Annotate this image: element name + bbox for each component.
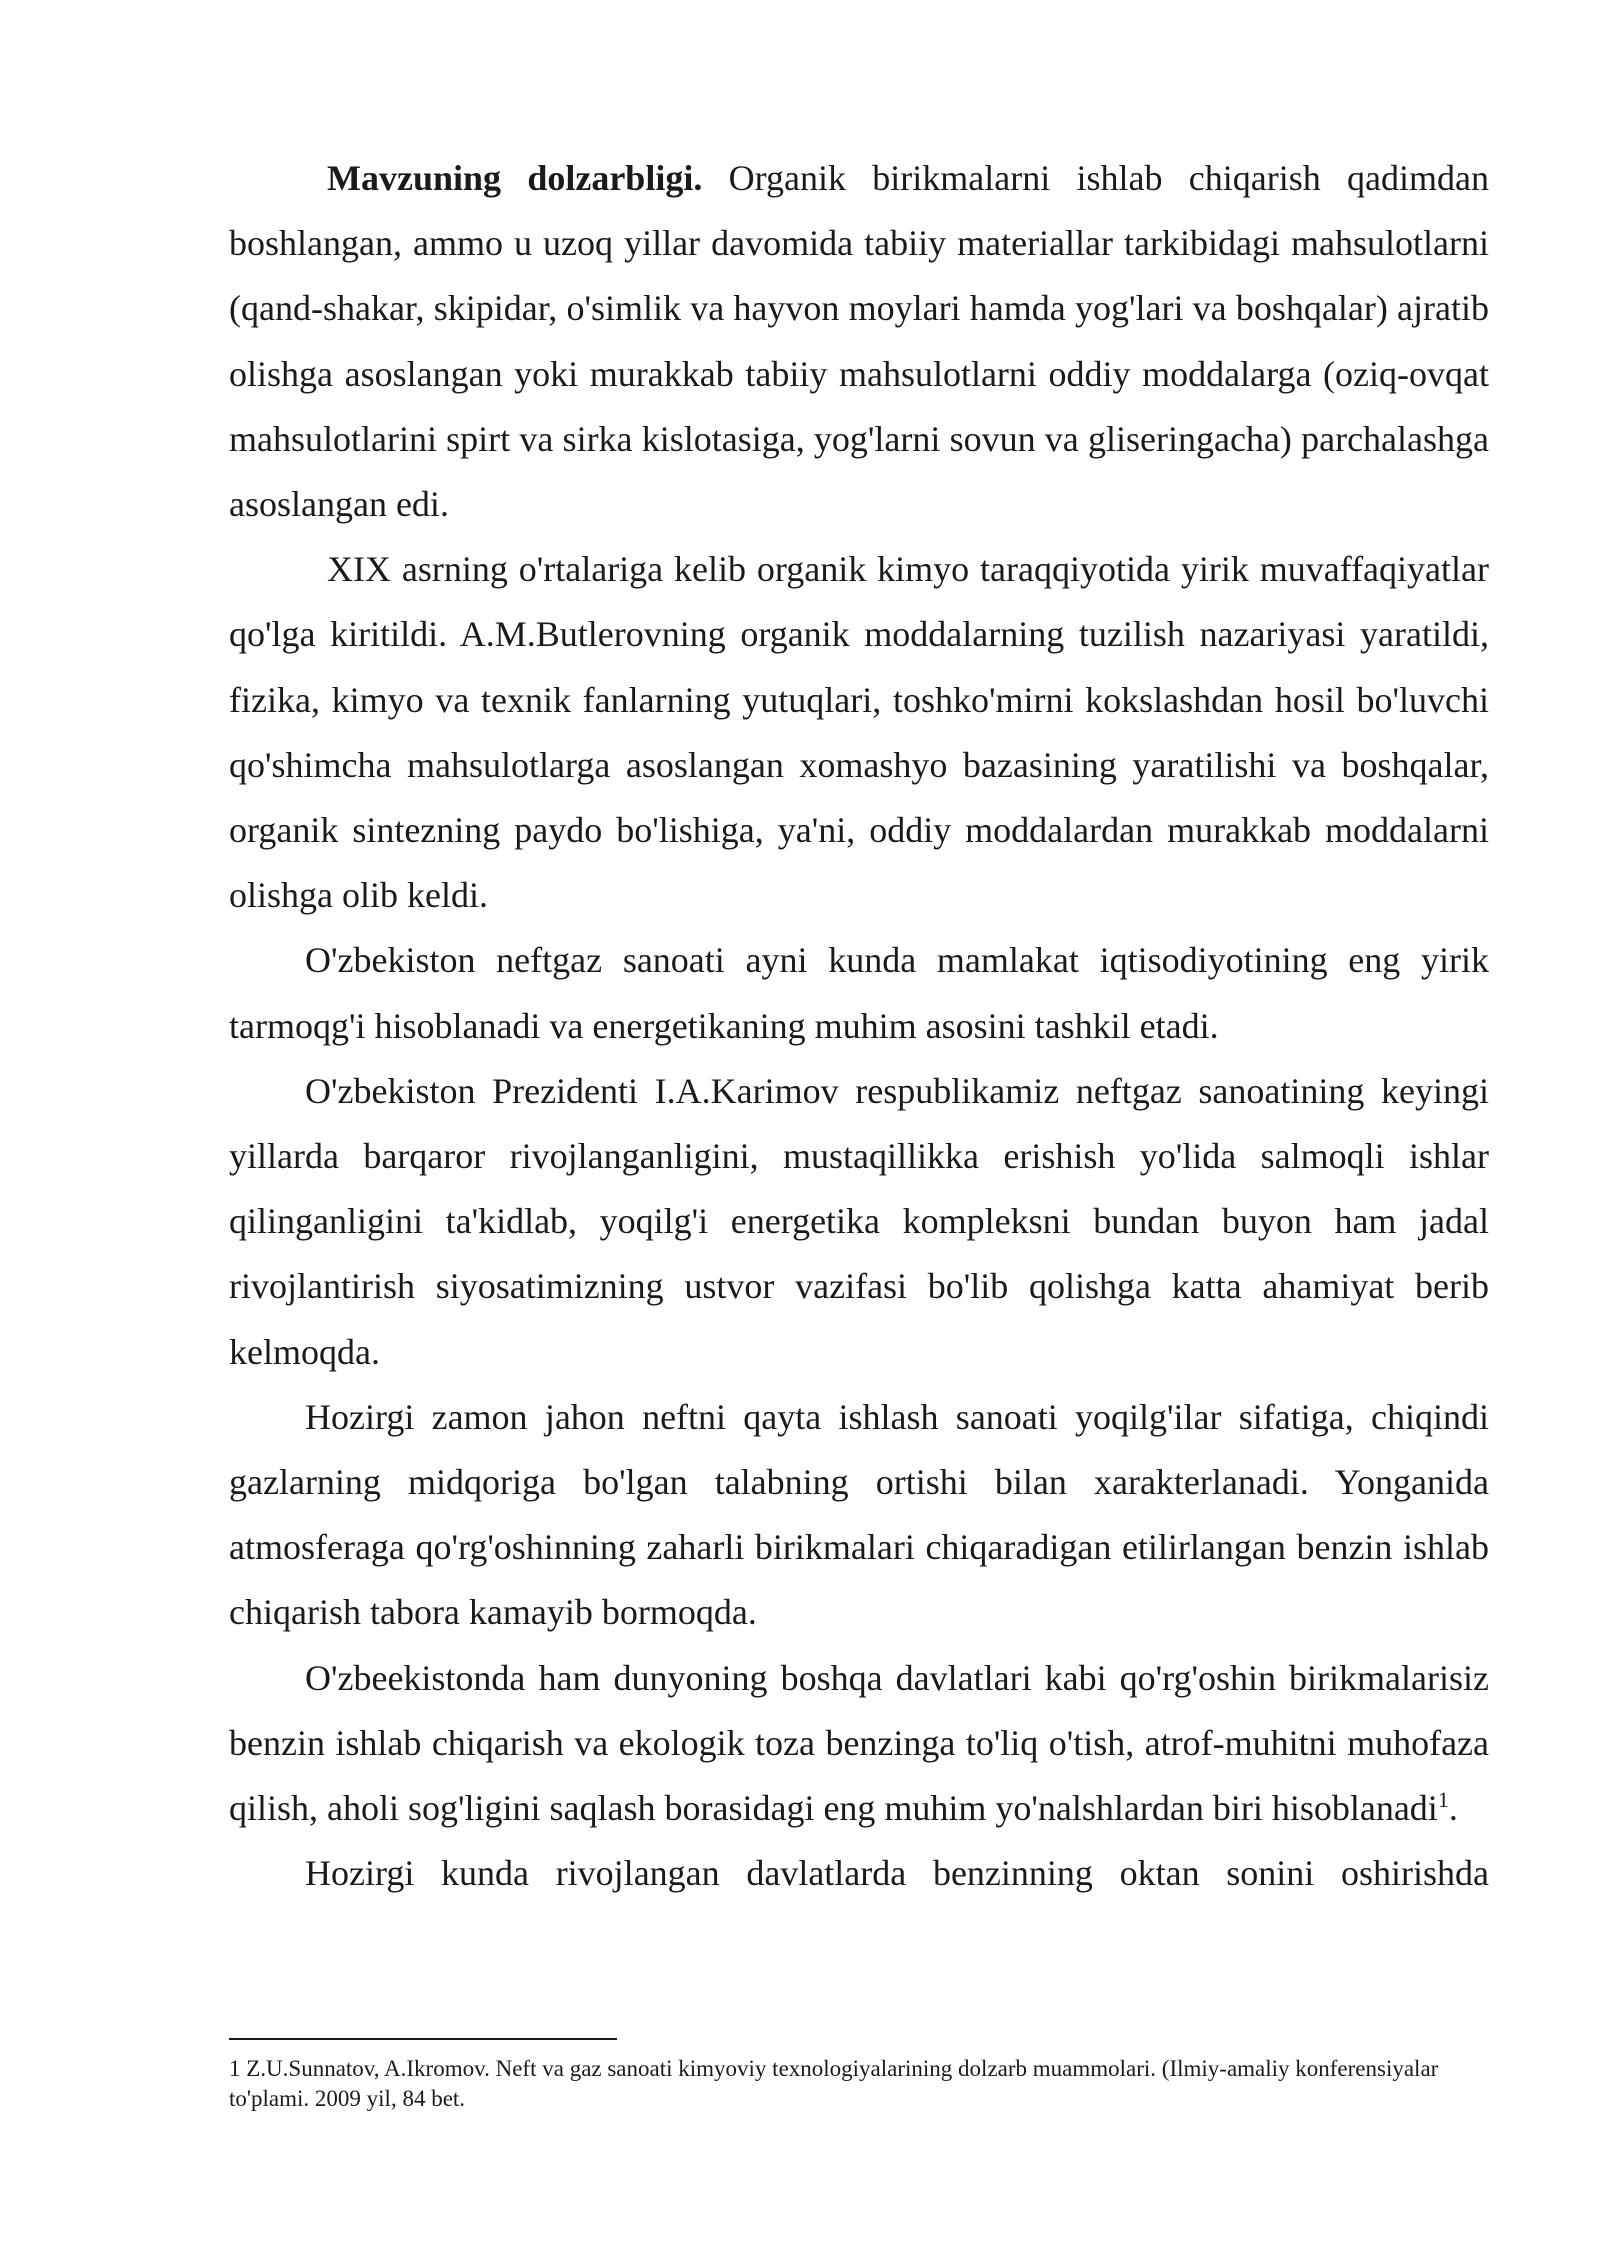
paragraph-president [229, 1059, 1489, 1385]
paragraph-xix-century [229, 537, 1489, 928]
paragraph-text: O'zbekiston neftgaz sanoati ayni kunda mamlakat iqtisodiyotining eng yirik tarmoqg'i hisoblanadi va energetikaning muhim asosini tashkil etadi. [229, 940, 1489, 1046]
paragraph-modern-refining [229, 1385, 1489, 1646]
paragraph-text: O'zbeekistonda ham dunyoning boshqa davlatlari kabi qo'rg'oshin birikmalarisiz benzin ishlab chiqarish va ekologik toza benzinga to'liq o'tish, atrof-muhitni muhofaza qilish, aholi sog'ligini saqlash borasidagi eng muhim yo'nalshlardan biri hisoblanadi [229, 1657, 1489, 1829]
footnote-separator [229, 2038, 617, 2040]
footnote-text: 1 Z.U.Sunnatov, A.Ikromov. Neft va gaz sanoati kimyoviy texnologiyalarining dolzarb muammolari. (Ilmiy-amaliy konferensiyalar to'plami. 2009 yil, 84 bet. [229, 2056, 1439, 2111]
paragraph-octane [229, 1841, 1489, 1906]
footnote [229, 2054, 1489, 2114]
paragraph-text: Hozirgi zamon jahon neftni qayta ishlash sanoati yoqilg'ilar sifatiga, chiqindi gazlarning midqoriga bo'lgan talabning ortishi bilan xarakterlanadi. Yonganida atmosferaga qo'rg'oshinning zaharli birikmalari chiqaradigan etilirlangan benzin ishlab chiqarish tabora kamayib bormoqda. [229, 1396, 1489, 1633]
paragraph-text: XIX asrning o'rtalariga kelib organik kimyo taraqqiyotida yirik muvaffaqiyatlar qo'lga kiritildi. A.M.Butlerovning organik moddalarning tuzilish nazariyasi yaratildi, fizika, kimyo va texnik fanlarning yutuqlari, toshko'mirni kokslashdan hosil bo'luvchi qo'shimcha mahsulotlarga asoslangan xomashyo bazasining yaratilishi va boshqalar, organik sintezning paydo bo'lishiga, ya'ni, oddiy moddalardan murakkab moddalarni olishga olib keldi. [229, 549, 1489, 916]
footnote-reference[interactable]: 1 [1437, 1787, 1449, 1813]
paragraph-lead-heading: Mavzuning dolzarbligi. [327, 158, 703, 198]
paragraph-text: Organik birikmalarni ishlab chiqarish qadimdan boshlangan, ammo u uzoq yillar davomida tabiiy materiallar tarkibidagi mahsulotlarni (qand-shakar, skipidar, o'simlik va hayvon moylari hamda yog'lari va boshqalar) ajratib olishga asoslangan yoki murakkab tabiiy mahsulotlarni oddiy moddalarga (oziq-ovqat mahsulotlarini spirt va sirka kislotasiga, yog'larni sovun va gliseringacha) parchalashga asoslangan edi. [229, 158, 1490, 525]
paragraph-text: Hozirgi kunda rivojlangan davlatlarda benzinning oktan sonini oshirishda [305, 1853, 1489, 1894]
paragraph-oil-gas-industry [229, 928, 1489, 1058]
paragraph-topicality [229, 146, 1489, 537]
paragraph-lead-free-benzine [229, 1646, 1489, 1842]
body-text [229, 146, 1489, 1906]
paragraph-tail: . [1448, 1788, 1458, 1829]
paragraph-text: O'zbekiston Prezidenti I.A.Karimov respublikamiz neftgaz sanoatining keyingi yillarda barqaror rivojlanganligini, mustaqillikka erishish yo'lida salmoqli ishlar qilinganligini ta'kidlab, yoqilg'i energetika kompleksni bundan buyon ham jadal rivojlantirish siyosatimizning ustvor vazifasi bo'lib qolishga katta ahamiyat berib kelmoqda. [229, 1070, 1489, 1372]
